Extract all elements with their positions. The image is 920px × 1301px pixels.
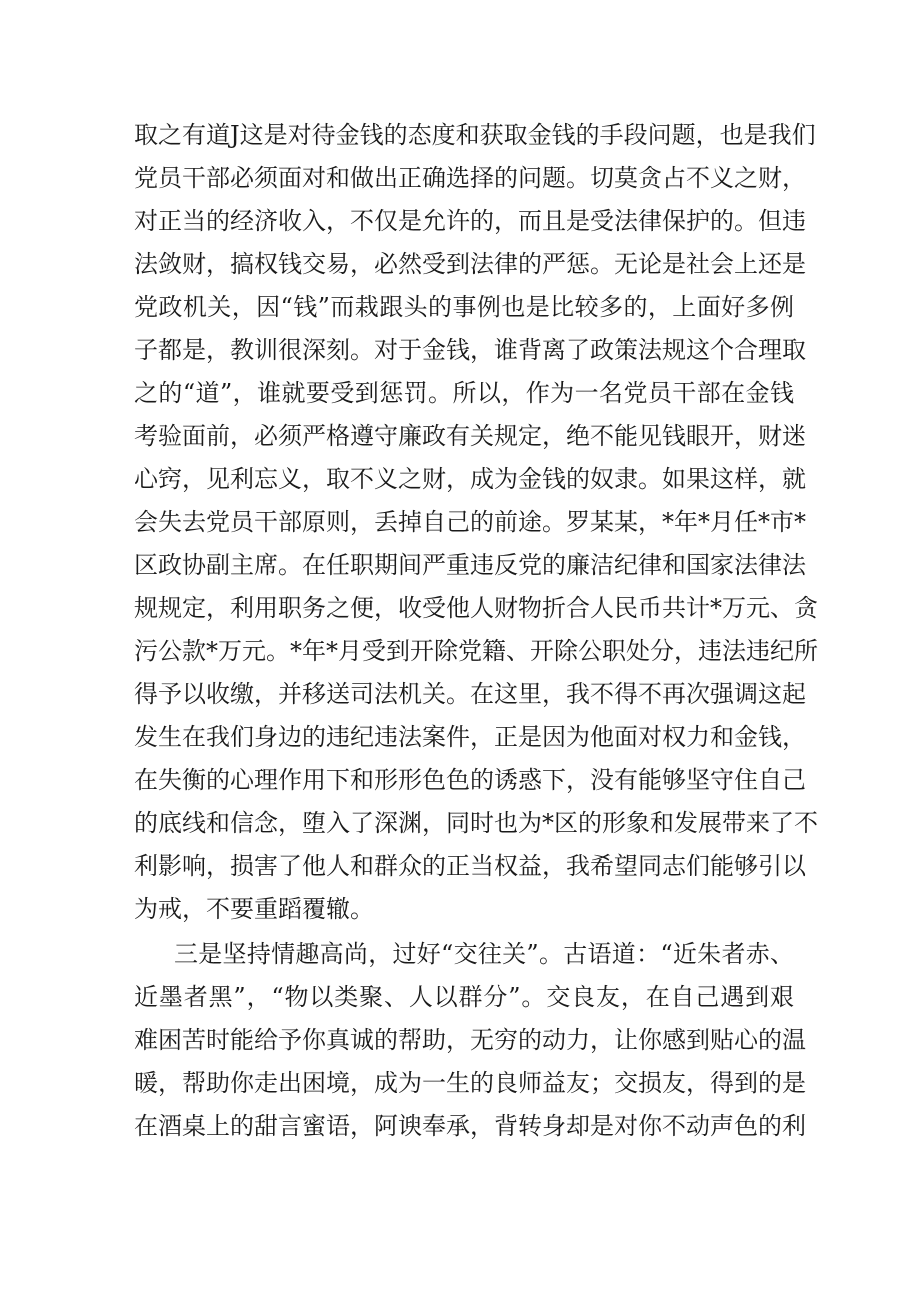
text-line: 党员干部必须面对和做出正确选择的问题。切莫贪占不义之财， <box>134 164 806 192</box>
text-line: 利影响，损害了他人和群众的正当权益，我希望同志们能够引以 <box>134 852 806 880</box>
text-line: 暖，帮助你走出困境，成为一生的良师益友；交损友，得到的是 <box>134 1069 806 1097</box>
text-line: 的底线和信念，堕入了深渊，同时也为*区的形象和发展带来了不 <box>134 809 818 837</box>
text-line: 区政协副主席。在任职期间严重违反党的廉洁纪律和国家法律法 <box>134 551 806 579</box>
text-line: 规规定，利用职务之便，收受他人财物折合人民币共计*万元、贪 <box>134 594 818 622</box>
text-line: 考验面前，必须严格遵守廉政有关规定，绝不能见钱眼开，财迷 <box>134 422 806 450</box>
text-line: 党政机关，因“钱”而栽跟头的事例也是比较多的，上面好多例 <box>134 293 794 321</box>
text-line: 会失去党员干部原则，丢掉自己的前途。罗某某，*年*月任*市* <box>134 508 806 536</box>
text-line: 之的“道”，谁就要受到惩罚。所以，作为一名党员干部在金钱 <box>134 379 794 407</box>
text-line: 近墨者黑”，“物以类聚、人以群分”。交良友，在自己遇到艰 <box>134 983 794 1011</box>
text-line: 在酒桌上的甜言蜜语，阿谀奉承，背转身却是对你不动声色的利 <box>134 1112 806 1140</box>
text-line: 在失衡的心理作用下和形形色色的诱惑下，没有能够坚守住自己 <box>134 766 806 794</box>
text-line: 污公款*万元。*年*月受到开除党籍、开除公职处分，违法违纪所 <box>134 637 818 665</box>
text-line: 子都是，教训很深刻。对于金钱，谁背离了政策法规这个合理取 <box>134 336 806 364</box>
text-line: 发生在我们身边的违纪违法案件，正是因为他面对权力和金钱， <box>134 723 806 751</box>
text-line: 得予以收缴，并移送司法机关。在这里，我不得不再次强调这起 <box>134 680 806 708</box>
text-line: 难困苦时能给予你真诚的帮助，无穷的动力，让你感到贴心的温 <box>134 1026 806 1054</box>
text-line: 三是坚持情趣高尚，过好“交往关”。古语道：“近朱者赤、 <box>174 940 794 968</box>
text-line: 取之有道J这是对待金钱的态度和获取金钱的手段问题，也是我们 <box>134 121 816 149</box>
text-line: 法敛财，搞权钱交易，必然受到法律的严惩。无论是社会上还是 <box>134 250 806 278</box>
text-line: 对正当的经济收入，不仅是允许的，而且是受法律保护的。但违 <box>134 207 806 235</box>
text-line: 心窍，见利忘义，取不义之财，成为金钱的奴隶。如果这样，就 <box>134 465 806 493</box>
text-line: 为戒，不要重蹈覆辙。 <box>134 895 374 923</box>
